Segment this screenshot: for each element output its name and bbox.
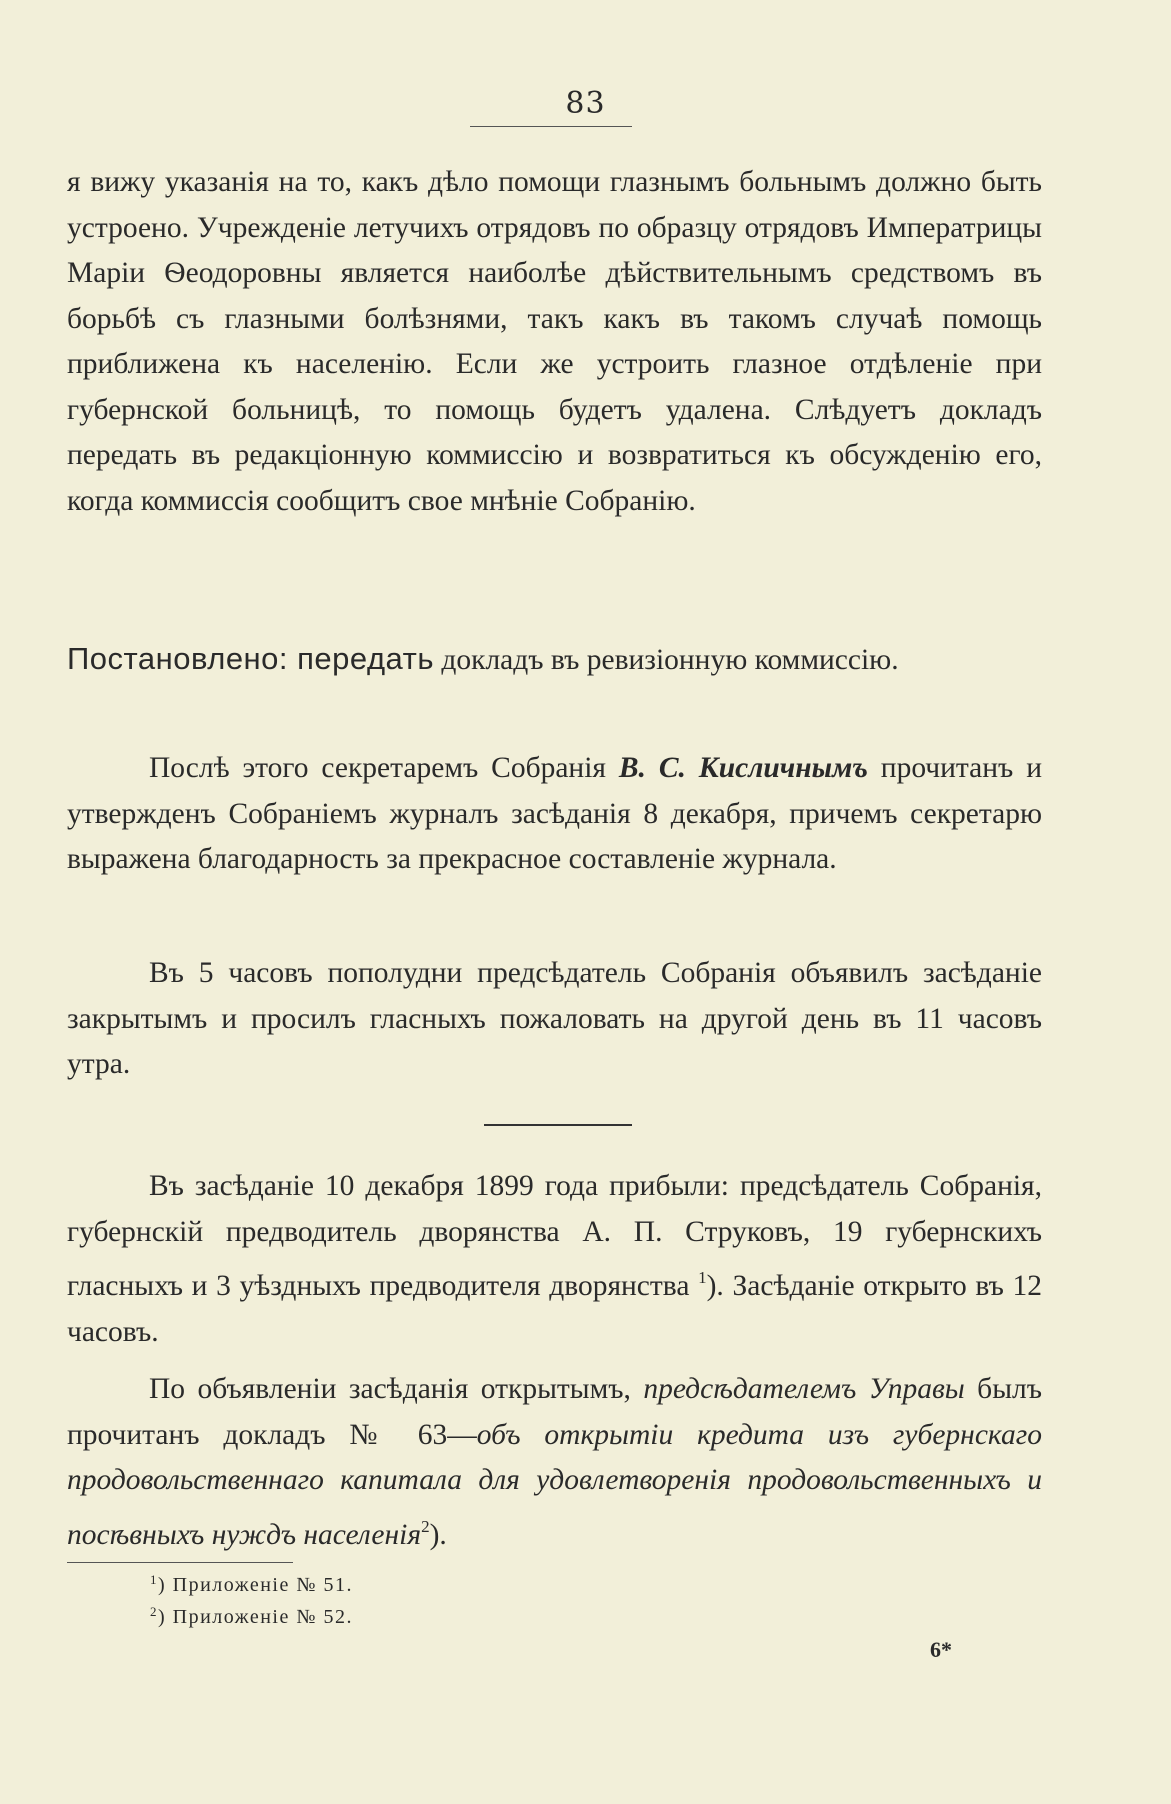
resolution-label: Постановлено: передать bbox=[67, 641, 434, 676]
footnote-ref: 1 bbox=[698, 1268, 707, 1287]
paragraph-text: По объявленіи засѣданія открытымъ, bbox=[149, 1373, 644, 1405]
footnote bbox=[150, 1604, 353, 1629]
paragraph-text: Въ 5 часовъ пополудни предсѣдатель Собранія объявилъ засѣданіе закрытымъ и просилъ гласныхъ пожаловать на другой день въ 11 часовъ утра. bbox=[67, 957, 1042, 1080]
paragraph-closing bbox=[67, 951, 1042, 1088]
paragraph-text: Въ засѣданіе 10 декабря 1899 года прибыли: предсѣдатель Собранія, губернскій предводитель дворянства А. П. Струковъ, 19 губернскихъ гласныхъ и 3 уѣздныхъ предводителя дворянства bbox=[67, 1170, 1042, 1302]
italic-phrase: предсѣдателемъ Управы bbox=[643, 1373, 965, 1405]
paragraph-text: былъ прочитанъ докладъ № 63— bbox=[67, 1373, 1042, 1451]
footnote-mark: 1 bbox=[150, 1572, 158, 1587]
secretary-name: В. С. Кисличнымъ bbox=[618, 752, 868, 784]
paragraph-text: ). bbox=[429, 1518, 447, 1551]
header-rule bbox=[470, 126, 632, 127]
paragraph-report bbox=[67, 1367, 1042, 1558]
resolution-text: докладъ въ ревизіонную коммиссію. bbox=[433, 644, 899, 676]
footnote-text: ) Приложеніе № 51. bbox=[158, 1574, 353, 1596]
paragraph-journal bbox=[67, 746, 1042, 883]
section-divider bbox=[484, 1124, 632, 1126]
footnote-ref: 2 bbox=[421, 1516, 430, 1536]
footnote-mark: 2 bbox=[150, 1604, 158, 1619]
report-title: объ открытіи кредита изъ губернскаго продовольственнаго капитала для удовлетворенія продовольственныхъ и посѣвныхъ нуждъ населенія bbox=[67, 1418, 1042, 1551]
paragraph-resolution bbox=[67, 636, 1042, 684]
page-number: 83 bbox=[565, 86, 606, 121]
paragraph-session bbox=[67, 1164, 1042, 1355]
paragraph-text: я вижу указанія на то, какъ дѣло помощи глазнымъ больнымъ должно быть устроено. Учрежденіе летучихъ отрядовъ по образцу отрядовъ Императрицы Маріи Ѳеодоровны является наиболѣе дѣйствительнымъ средствомъ въ борьбѣ съ глазными болѣзнями, такъ какъ въ такомъ случаѣ помощь приближена къ населенію. Если же устроить глазное отдѣленіе при губернской больницѣ, то помощь будетъ удалена. Слѣдуетъ докладъ передать въ редакціонную коммиссію и возвратиться къ обсужденію его, когда коммиссія сообщитъ свое мнѣніе Собранію. bbox=[67, 166, 1042, 517]
footnote-rule bbox=[67, 1562, 293, 1563]
paragraph-text: Послѣ этого секретаремъ Собранія bbox=[149, 752, 619, 784]
paragraph-continuation bbox=[67, 160, 1042, 524]
paragraph-text: ). Засѣданіе открыто въ 12 часовъ. bbox=[67, 1270, 1043, 1348]
paragraph-text: прочитанъ и утвержденъ Собраніемъ журналъ засѣданія 8 декабря, причемъ секретарю выражена благодарность за прекрасное составленіе журнала. bbox=[67, 752, 1042, 875]
footnote bbox=[150, 1572, 353, 1597]
footnote-text: ) Приложеніе № 52. bbox=[158, 1606, 353, 1628]
signature-mark: 6* bbox=[930, 1637, 952, 1662]
